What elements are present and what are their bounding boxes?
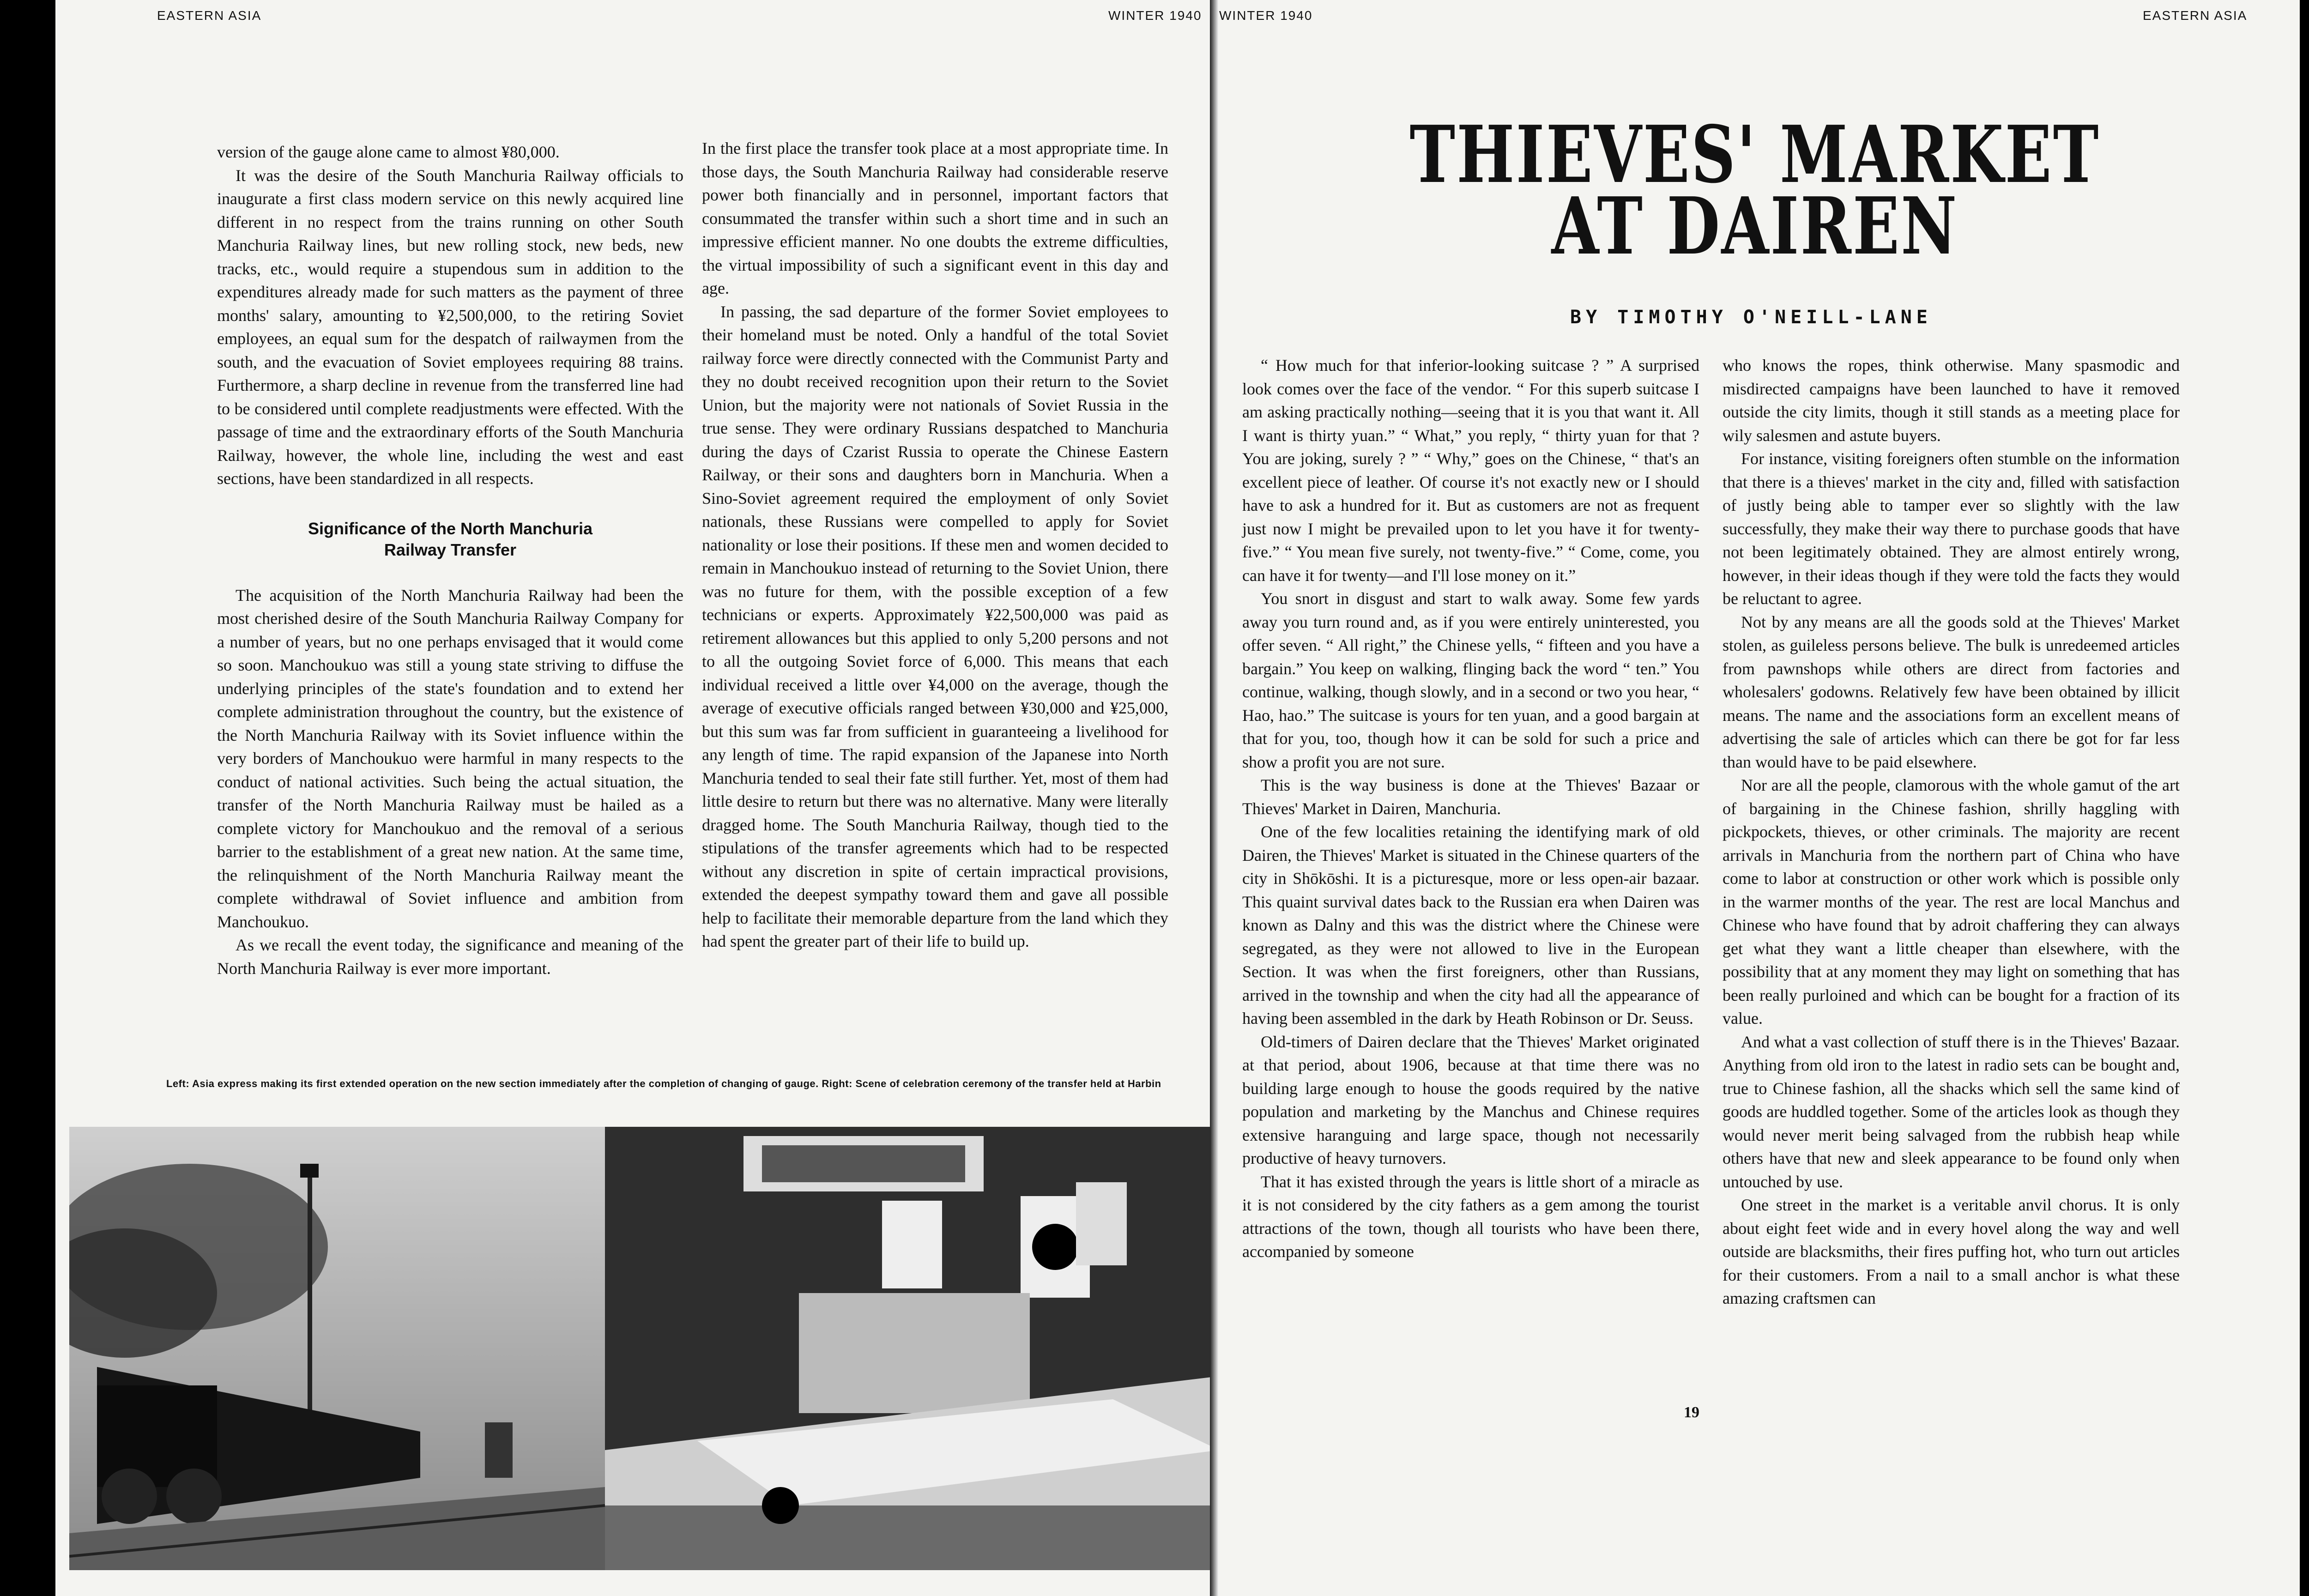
right-running-head-date: WINTER 1940: [1219, 8, 1313, 23]
paragraph: The acquisition of the North Manchuria Railway had been the most cherished desire of the South Manchuria Railway Company for a number of years, but no one perhaps envisaged that it would come so soon. Manchoukuo was still a young state striving to diffuse the underlying principles of the state's foundation and to extend her complete administration throughout the country, but the existence of the North Manchuria Railway with its Soviet influence within the very borders of Manchoukuo were harmful in many respects to the conduct of national activities. Such being the actual situation, the transfer of the North Manchuria Railway must be hailed as a complete victory for Manchoukuo and the removal of a serious barrier to the establishment of a great new nation. At the same time, the relinquishment of the North Manchuria Railway meant the complete withdrawal of Soviet influence and ambition from Manchoukuo.: [217, 586, 683, 931]
right-column-1: [1242, 354, 1699, 1264]
ceremony-illustration: [605, 1127, 1219, 1570]
book-gutter: [1210, 0, 1218, 1596]
paragraph: That it has existed through the years is little short of a miracle as it is not considered by the city fathers as a gem among the tourist attractions of the town, though all tourists who have been there, accompanied by someone: [1242, 1172, 1699, 1261]
left-running-head-title: EASTERN ASIA: [157, 8, 262, 23]
paragraph: In the first place the transfer took place at a most appropriate time. In those days, the South Manchuria Railway had considerable reserve power both financially and in personnel, important factors that consummated the transfer within such a short time and in such an impressive efficient manner. No one doubts the extreme difficulties, the virtual impossibility of such a significant event in this day and age.: [702, 139, 1168, 297]
page-number: 19: [1684, 1404, 1699, 1421]
photo-caption: Left: Asia express making its first extended operation on the new section immediately after the completion of changing of gauge. Right: Scene of celebration ceremony of the transfer held at Harbin: [166, 1078, 1161, 1089]
paragraph: For instance, visiting foreigners often stumble on the information that there is a thieves' market in the city and, filled with satisfaction of justly being able to tamper ever so slightly with the law successfully, they make their way there to purchase goods that have not been legitimately obtained. They are almost entirely wrong, however, in their ideas though if they were told the facts they would be reluctant to agree.: [1723, 449, 2180, 608]
paragraph: Old-timers of Dairen declare that the Thieves' Market originated at that period, about 1906, because at that time there was no building large enough to house the goods required by the native population and marketing by the Manchus and Chinese requires extensive haranguing and large space, though not necessarily productive of heavy turnovers.: [1242, 1032, 1699, 1167]
paragraph: And what a vast collection of stuff there is in the Thieves' Bazaar. Anything from old iron to the latest in radio sets can be bought and, true to Chinese fashion, all the shacks which sell the same kind of goods are huddled together. Some of the articles look as though they would never merit being salvaged from the rubbish heap while others have that new and sleek appearance to be found only when untouched by use.: [1723, 1032, 2180, 1191]
right-running-head-title: EASTERN ASIA: [2143, 8, 2248, 23]
article-title-line-2: AT DAIREN: [1551, 180, 1958, 272]
left-running-head-date: WINTER 1940: [1108, 8, 1202, 23]
paragraph: Not by any means are all the goods sold at the Thieves' Market stolen, as guileless persons believe. The bulk is unredeemed articles from pawnshops while others are direct from factories and wholesalers' godowns. Relatively few have been obtained by illicit means. The name and the associations form an excellent means of advertising the sale of articles which can there be got for far less than would have to be paid elsewhere.: [1723, 612, 2180, 771]
left-column-1: [217, 140, 683, 980]
section-heading-line: Significance of the North Manchuria: [308, 519, 593, 538]
paragraph: One street in the market is a veritable anvil chorus. It is only about eight feet wide and in every hovel along the way and well outside are blacksmiths, their fires puffing hot, who turn out articles for their customers. From a nail to a small anchor is what these amazing craftsmen can: [1723, 1196, 2180, 1307]
section-heading: [217, 518, 683, 561]
paragraph: This is the way business is done at the Thieves' Bazaar or Thieves' Market in Dairen, Manchuria.: [1242, 776, 1699, 818]
article-title-line-1: THIEVES' MARKET: [1409, 109, 2100, 201]
train-illustration: [69, 1127, 605, 1570]
paragraph: In passing, the sad departure of the former Soviet employees to their homeland must be noted. Only a handful of the total Soviet railway force were directly connected with the Communist Party and they no doubt received recognition upon their return to the Soviet Union, but the majority were not nationals of Soviet Russia in the true sense. They were ordinary Russians despatched to Manchuria during the days of Czarist Russia to operate the Chinese Eastern Railway, or their sons and daughters born in Manchuria. When a Sino-Soviet agreement required the employment of only Soviet nationals, these Russians were compelled to apply for Soviet nationality or lose their positions. If these men and women decided to remain in Manchoukuo instead of returning to the Soviet Union, there was no future for them, with the possible exception of a few technicians or experts. Approximately ¥22,500,000 was paid as retirement allowances but this applied to only 5,200 persons and not to all the outgoing Soviet force of 6,000. This means that each individual received a little over ¥4,000 on the average, though the average of executive officials ranged between ¥30,000 and ¥25,000, but this sum was far from sufficient in guaranteeing a livelihood for any length of time. The rapid expansion of the Japanese into North Manchuria tended to seal their fate still further. Yet, most of them had little desire to return but there was no alternative. Many were literally dragged home. The South Manchuria Railway, though tied to the stipulations of the transfer agreements which had to be respected without any discretion in spite of certain impractical provisions, extended the deepest sympathy toward them and gave all possible help to facilitate their memorable departure from the land which they had spent the greater part of their life to build up.: [702, 302, 1168, 950]
photo-ceremony-harbin: [605, 1127, 1219, 1570]
paragraph: You snort in disgust and start to walk away. Some few yards away you turn round and, as if you were entirely uninterested, you offer seven. “ All right,” the Chinese yells, “ fifteen and you have a bargain.” You keep on walking, flinging back the word “ ten.” You continue, walking, though slowly, and in a second or two you hear, “ Hao, hao.” The suitcase is yours for ten yuan, and a good bargain at that for you, too, though how it can be sold for such a price and show a profit you are not sure.: [1242, 589, 1699, 771]
paragraph: version of the gauge alone came to almost ¥80,000.: [217, 143, 560, 161]
paragraph: “ How much for that inferior-looking suitcase ? ” A surprised look comes over the face of the vendor. “ For this superb suitcase I am asking practically nothing—seeing that it is you that want it. All I want is thirty yuan.” “ What,” you reply, “ thirty yuan for that ? You are joking, surely ? ” “ Why,” goes on the Chinese, “ that's an excellent piece of leather. Of course it's not exactly new or I should have to ask a hundred for it. But as customers are not as frequent just now I might be prevailed upon to let you have it for twenty-five.” “ You mean five surely, not twenty-five.” “ Come, come, you can have it for twenty—and I'll lose money on it.”: [1242, 356, 1699, 585]
paragraph: It was the desire of the South Manchuria Railway officials to inaugurate a first class modern service on this newly acquired line different in no respect from the trains running on other South Manchuria Railway lines, but new rolling stock, new beds, new tracks, etc., would require a stupendous sum in addition to the expenditures already made for such matters as the payment of three months' salary, amounting to ¥2,500,000, to the retiring Soviet employees, an equal sum for the despatch of railwaymen from the south, and the evacuation of Soviet employees requiring 88 trains. Furthermore, a sharp decline in revenue from the transferred line had to be considered until complete readjustments were effected. With the passage of time and the extraordinary efforts of the South Manchuria Railway, however, the whole line, including the west and east sections, have been standardized in all respects.: [217, 166, 683, 488]
byline: BY TIMOTHY O'NEILL-LANE: [1570, 307, 1932, 328]
paragraph: Nor are all the people, clamorous with the whole gamut of the art of bargaining in the Chinese fashion, shrilly haggling with pickpockets, thieves, or other criminals. The majority are recent arrivals in Manchuria from the northern part of China who have come to labor at construction or other work which is possible only in the warmer months of the year. The rest are local Manchus and Chinese who have found that by adroit chaffering they can always get what they want a little cheaper than elsewhere, with the possibility that at any moment they may light on something that has been really purloined and which can be bought for a fraction of its value.: [1723, 776, 2180, 1028]
left-column-2: [702, 137, 1168, 953]
paragraph: who knows the ropes, think otherwise. Many spasmodic and misdirected campaigns have been launched to have it removed outside the city limits, though it still stands as a meeting place for wily salesmen and astute buyers.: [1723, 356, 2180, 445]
paragraph: One of the few localities retaining the identifying mark of old Dairen, the Thieves' Market is situated in the Chinese quarters of the city in Shōkōshi. It is a picturesque, more or less open-air bazaar. This quaint survival dates back to the Russian era when Dairen was known as Dalny and this was the district where the Chinese were segregated, as they were not allowed to live in the European Section. It was when the first foreigners, other than Russians, arrived in the township and when the city had all the appearance of having been assembled in the dark by Heath Robinson or Dr. Seuss.: [1242, 822, 1699, 1028]
section-heading-line: Railway Transfer: [384, 540, 517, 559]
right-column-2: [1723, 354, 2180, 1310]
paragraph: As we recall the event today, the significance and meaning of the North Manchuria Railway is ever more important.: [217, 936, 683, 978]
photo-express-train: [69, 1127, 605, 1570]
